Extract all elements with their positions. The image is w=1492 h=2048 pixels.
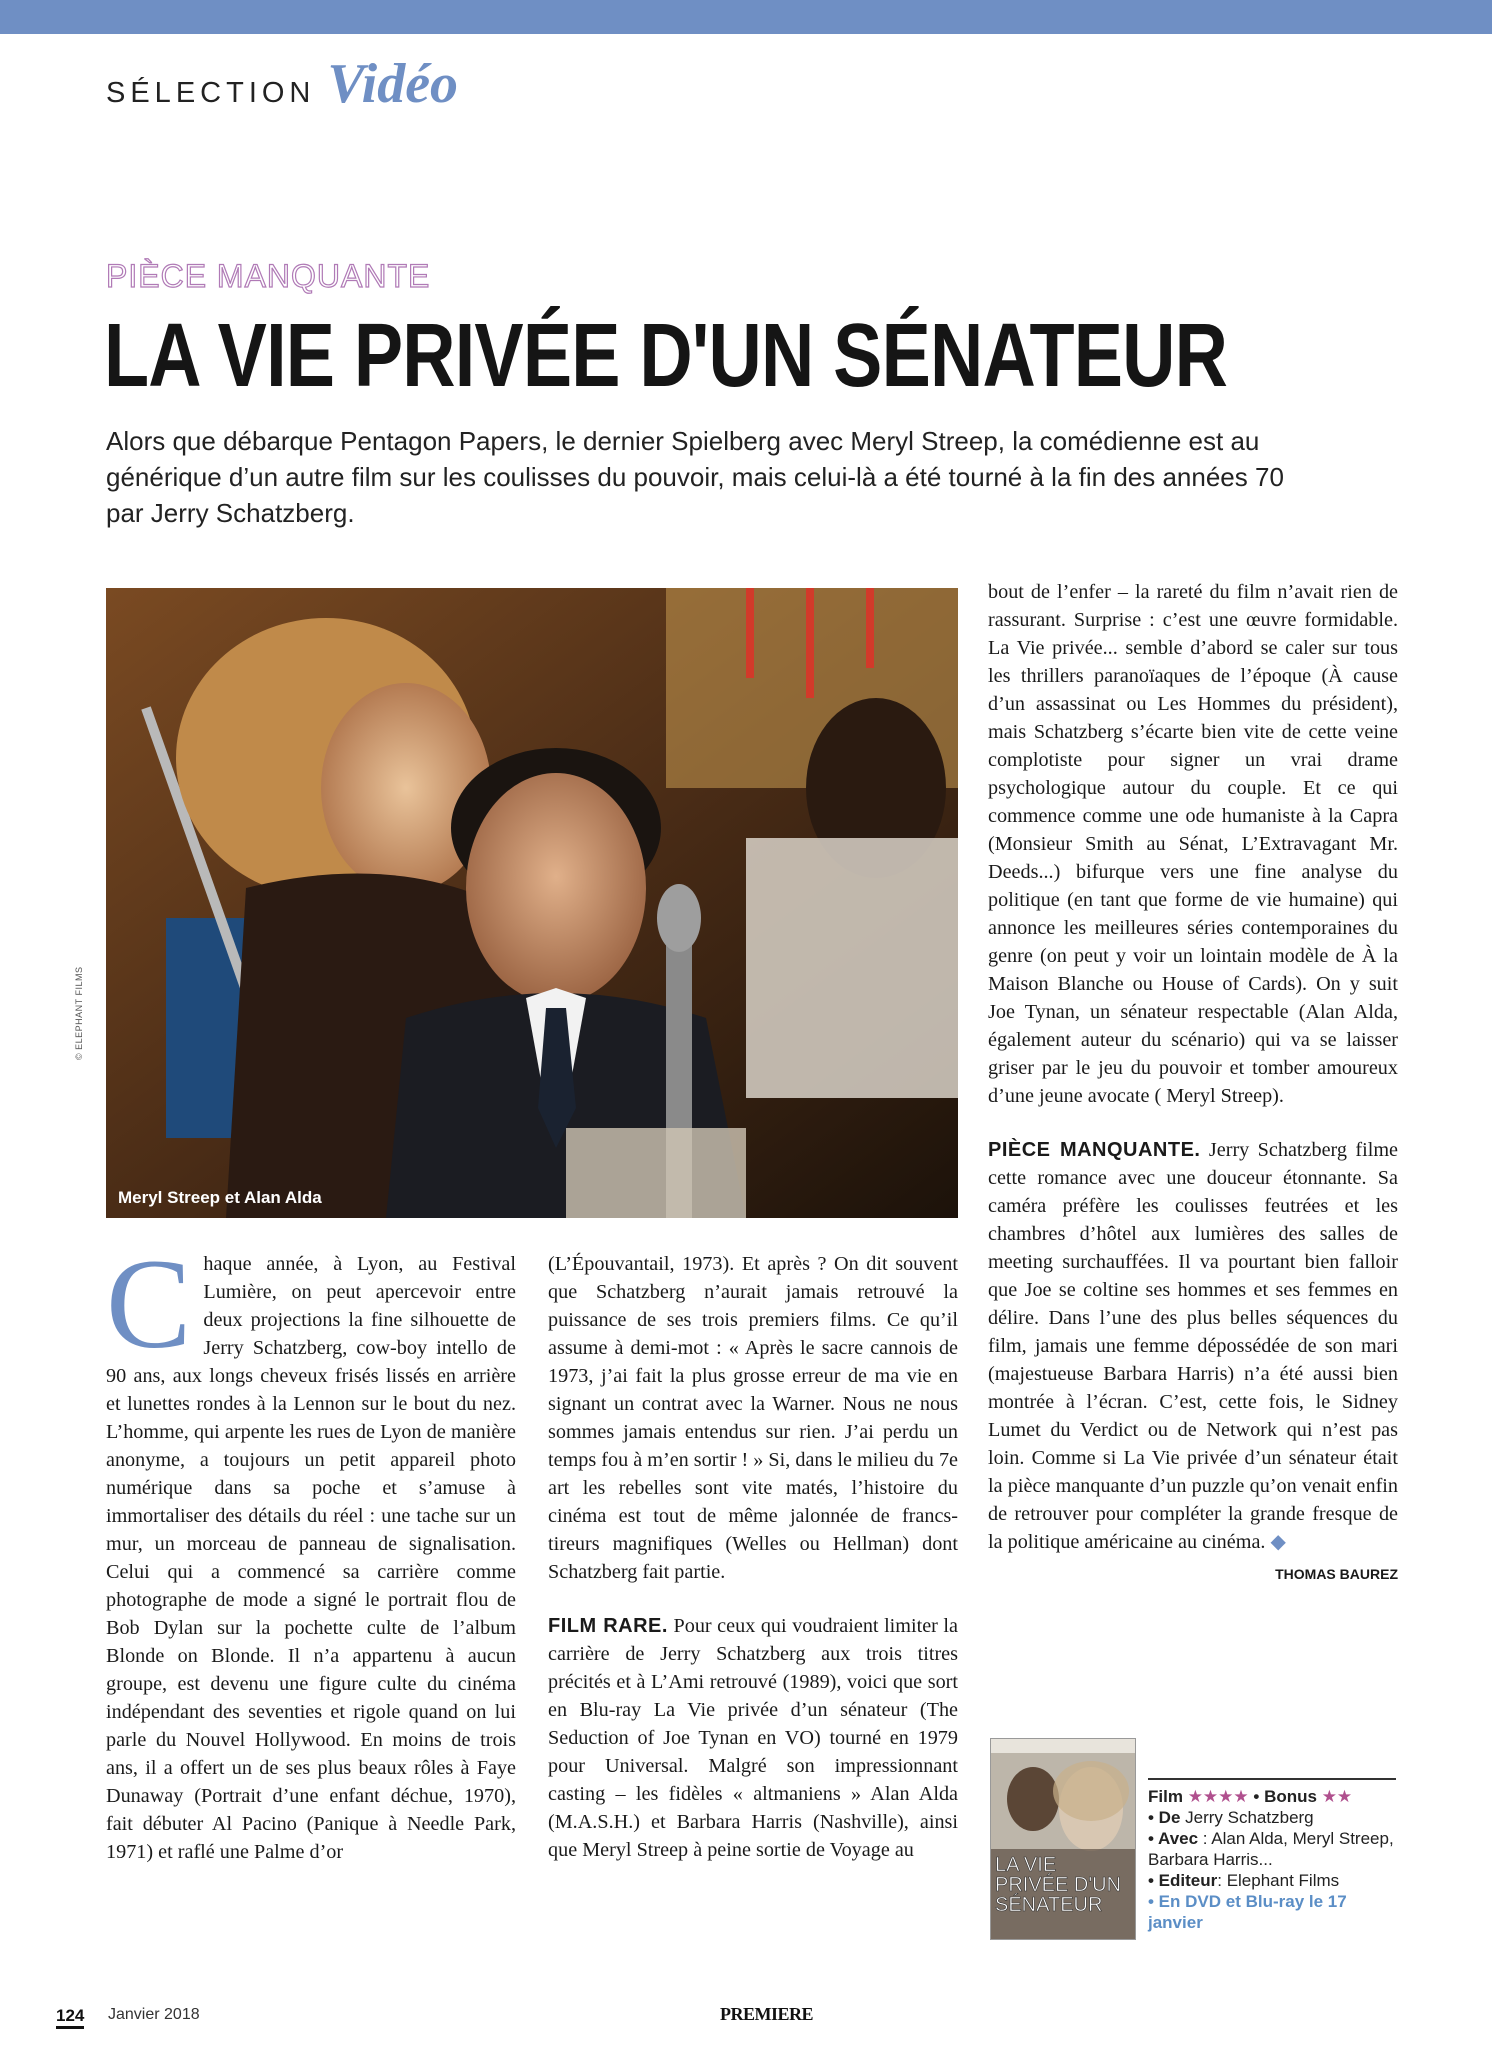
director-label: • De [1148,1808,1181,1827]
page-number: 124 [56,2006,84,2029]
director-value: Jerry Schatzberg [1185,1808,1314,1827]
section-header [106,52,458,116]
drop-cap: C [106,1233,192,1375]
column-1-paragraph: haque année, à Lyon, au Festival Lumière, on peut apercevoir entre deux projections la fine silhouette de Jerry Schatzberg, cow-boy intello de 90 ans, aux longs cheveux frisés lissés en arrière et lunettes rondes à la Lennon sur le bout du nez. L’homme, qui arpente les rues de Lyon de manière anonyme, a toujours un petit appareil photo numérique dans sa poche et s’amuse à immortaliser des détails du réel : une tache sur un mur, un morceau de panneau de signalisation. Celui qui a commencé sa carrière comme photographe de mode a signé le portrait flou de Bob Dylan sur la pochette culte de l’album Blonde on Blonde. Il n’a appartenu à aucun groupe, est devenu une figure culte du cinéma indépendant des seventies et rigole quand on lui parle du Nouvel Hollywood. En moins de trois ans, il a offert un de ses plus beaux rôles à Faye Dunaway (Portrait d’une enfant déchue, 1970), fait débuter Al Pacino (Panique à Needle Park, 1971) et raflé une Palme d’or [106,1253,516,1863]
column-3-paragraph-2: Jerry Schatzberg filme cette romance avec une douceur étonnante. Sa caméra préfère les coulisses feutrées et les chambres d’hôtel aux lumières des salles de meeting surchauffées. Il va pourtant bien falloir que Joe se coltine ses hommes et ses femmes en délire. Dans l’une des plus belles séquences du film, jamais une femme dépossédée de son mari (majestueuse Barbara Harris) n’a été aussi bien montrée à l’écran. C’est, cette fois, le Sidney Lumet du Verdict ou de Network qui n’est pas loin. Comme si La Vie privée d’un sénateur était la pièce manquante d’un puzzle qu’on venait enfin de retrouver pour compléter la grande fresque de la politique américaine au cinéma. [988,1139,1399,1553]
article-lede: Alors que débarque Pentagon Papers, le dernier Spielberg avec Meryl Streep, la comédienne est au générique d’un autre film sur les coulisses du pouvoir, mais celui-là a été tourné à la fin des années 70 par Jerry Schatzberg. [106,426,1284,528]
film-rating-label: Film [1148,1787,1183,1806]
top-color-bar [0,0,1492,34]
bonus-rating-label: • Bonus [1253,1787,1317,1806]
dvd-cover-title: LA VIE PRIVÉE D'UN SÉNATEUR [995,1854,1122,1916]
publisher-label: • Editeur [1148,1871,1218,1890]
film-still-illustration [106,588,958,1218]
column-2-paragraph-1: (L’Épouvantail, 1973). Et après ? On dit souvent que Schatzberg n’aurait jamais retrouvé la puissance de ses trois premiers films. Ce qu’il assume à demi-mot : « Après le sacre cannois de 1973, j’ai fait la plus grosse erreur de ma vie en signant un contrat avec la Warner. Nous ne nous sommes jamais entendus sur rien. J’ai perdu un temps fou à m’en sortir ! » Si, dans le milieu du 7e art les rebelles sont vite matés, l’histoire du cinéma est tout de même jalonnée de francs-tireurs magnifiques (Welles ou Hellman) dont Schatzberg fait partie. [548,1253,958,1583]
article-column-2 [548,1250,958,1864]
subhead-piece-manquante: PIÈCE MANQUANTE. [988,1139,1201,1161]
issue-date: Janvier 2018 [108,2006,200,2023]
article-kicker: PIÈCE MANQUANTE [106,258,431,294]
end-diamond-icon: ◆ [1270,1531,1287,1553]
film-rating-stars: ★★★★ [1187,1787,1249,1806]
article-title: LA VIE PRIVÉE D'UN SÉNATEUR [104,306,1228,406]
photo-credit: © ELEPHANT FILMS [74,966,84,1060]
article-column-3 [988,578,1398,1588]
film-still-photo [106,588,958,1218]
dvd-cover [990,1738,1136,1940]
column-2-paragraph-2: Pour ceux qui voudraient limiter la carrière de Jerry Schatzberg aux trois titres précités et à L’Ami retrouvé (1989), voici que sort en Blu-ray La Vie privée d’un sénateur (The Seduction of Joe Tynan en VO) tourné en 1979 pour Universal. Malgré son impressionnant casting – les fidèles « altmaniens » Alan Alda (M.A.S.H.) et Barbara Harris (Nashville), ainsi que Meryl Streep à peine sortie de Voyage au [548,1615,959,1861]
dvd-info-box [1148,1778,1396,1933]
cast-value: : Alan Alda, Meryl Streep, Barbara Harris... [1148,1829,1394,1869]
article-column-1 [106,1233,516,1866]
section-accent: Vidéo [327,53,459,115]
magazine-logo: PREMIERE [720,2004,814,2024]
publisher-value: : Elephant Films [1217,1871,1340,1890]
release-info: • En DVD et Blu-ray le 17 janvier [1148,1892,1347,1932]
column-3-paragraph-1: bout de l’enfer – la rareté du film n’avait rien de rassurant. Surprise : c’est une œuvre formidable. La Vie privée... semble d’abord se caler sur tous les thrillers paranoïaques de l’époque (À cause d’un assassinat ou Les Hommes du président), mais Schatzberg s’écarte bien vite de cette veine complotiste pour signer un vrai drame psychologique autour du couple. Et ce qui commence comme une ode humaniste à la Capra (Monsieur Smith au Sénat, L’Extravagant Mr. Deeds...) bifurque vers une fine analyse du politique (en tant que forme de vie humaine) qui annonce les meilleures séries contemporaines du genre (on peut y voir un lointain modèle de À la Maison Blanche ou House of Cards). On y suit Joe Tynan, un sénateur respectable (Alan Alda, également auteur du scénario) qui va se laisser griser par le jeu du pouvoir et tomber amoureux d’une jeune avocate ( Meryl Streep). [988,581,1398,1107]
section-label: SÉLECTION [106,77,316,109]
cast-label: • Avec [1148,1829,1199,1848]
bonus-rating-stars: ★★ [1321,1787,1353,1806]
author-signature: THOMAS BAUREZ [1275,1566,1398,1582]
subhead-film-rare: FILM RARE. [548,1615,668,1637]
photo-caption: Meryl Streep et Alan Alda [118,1188,322,1207]
